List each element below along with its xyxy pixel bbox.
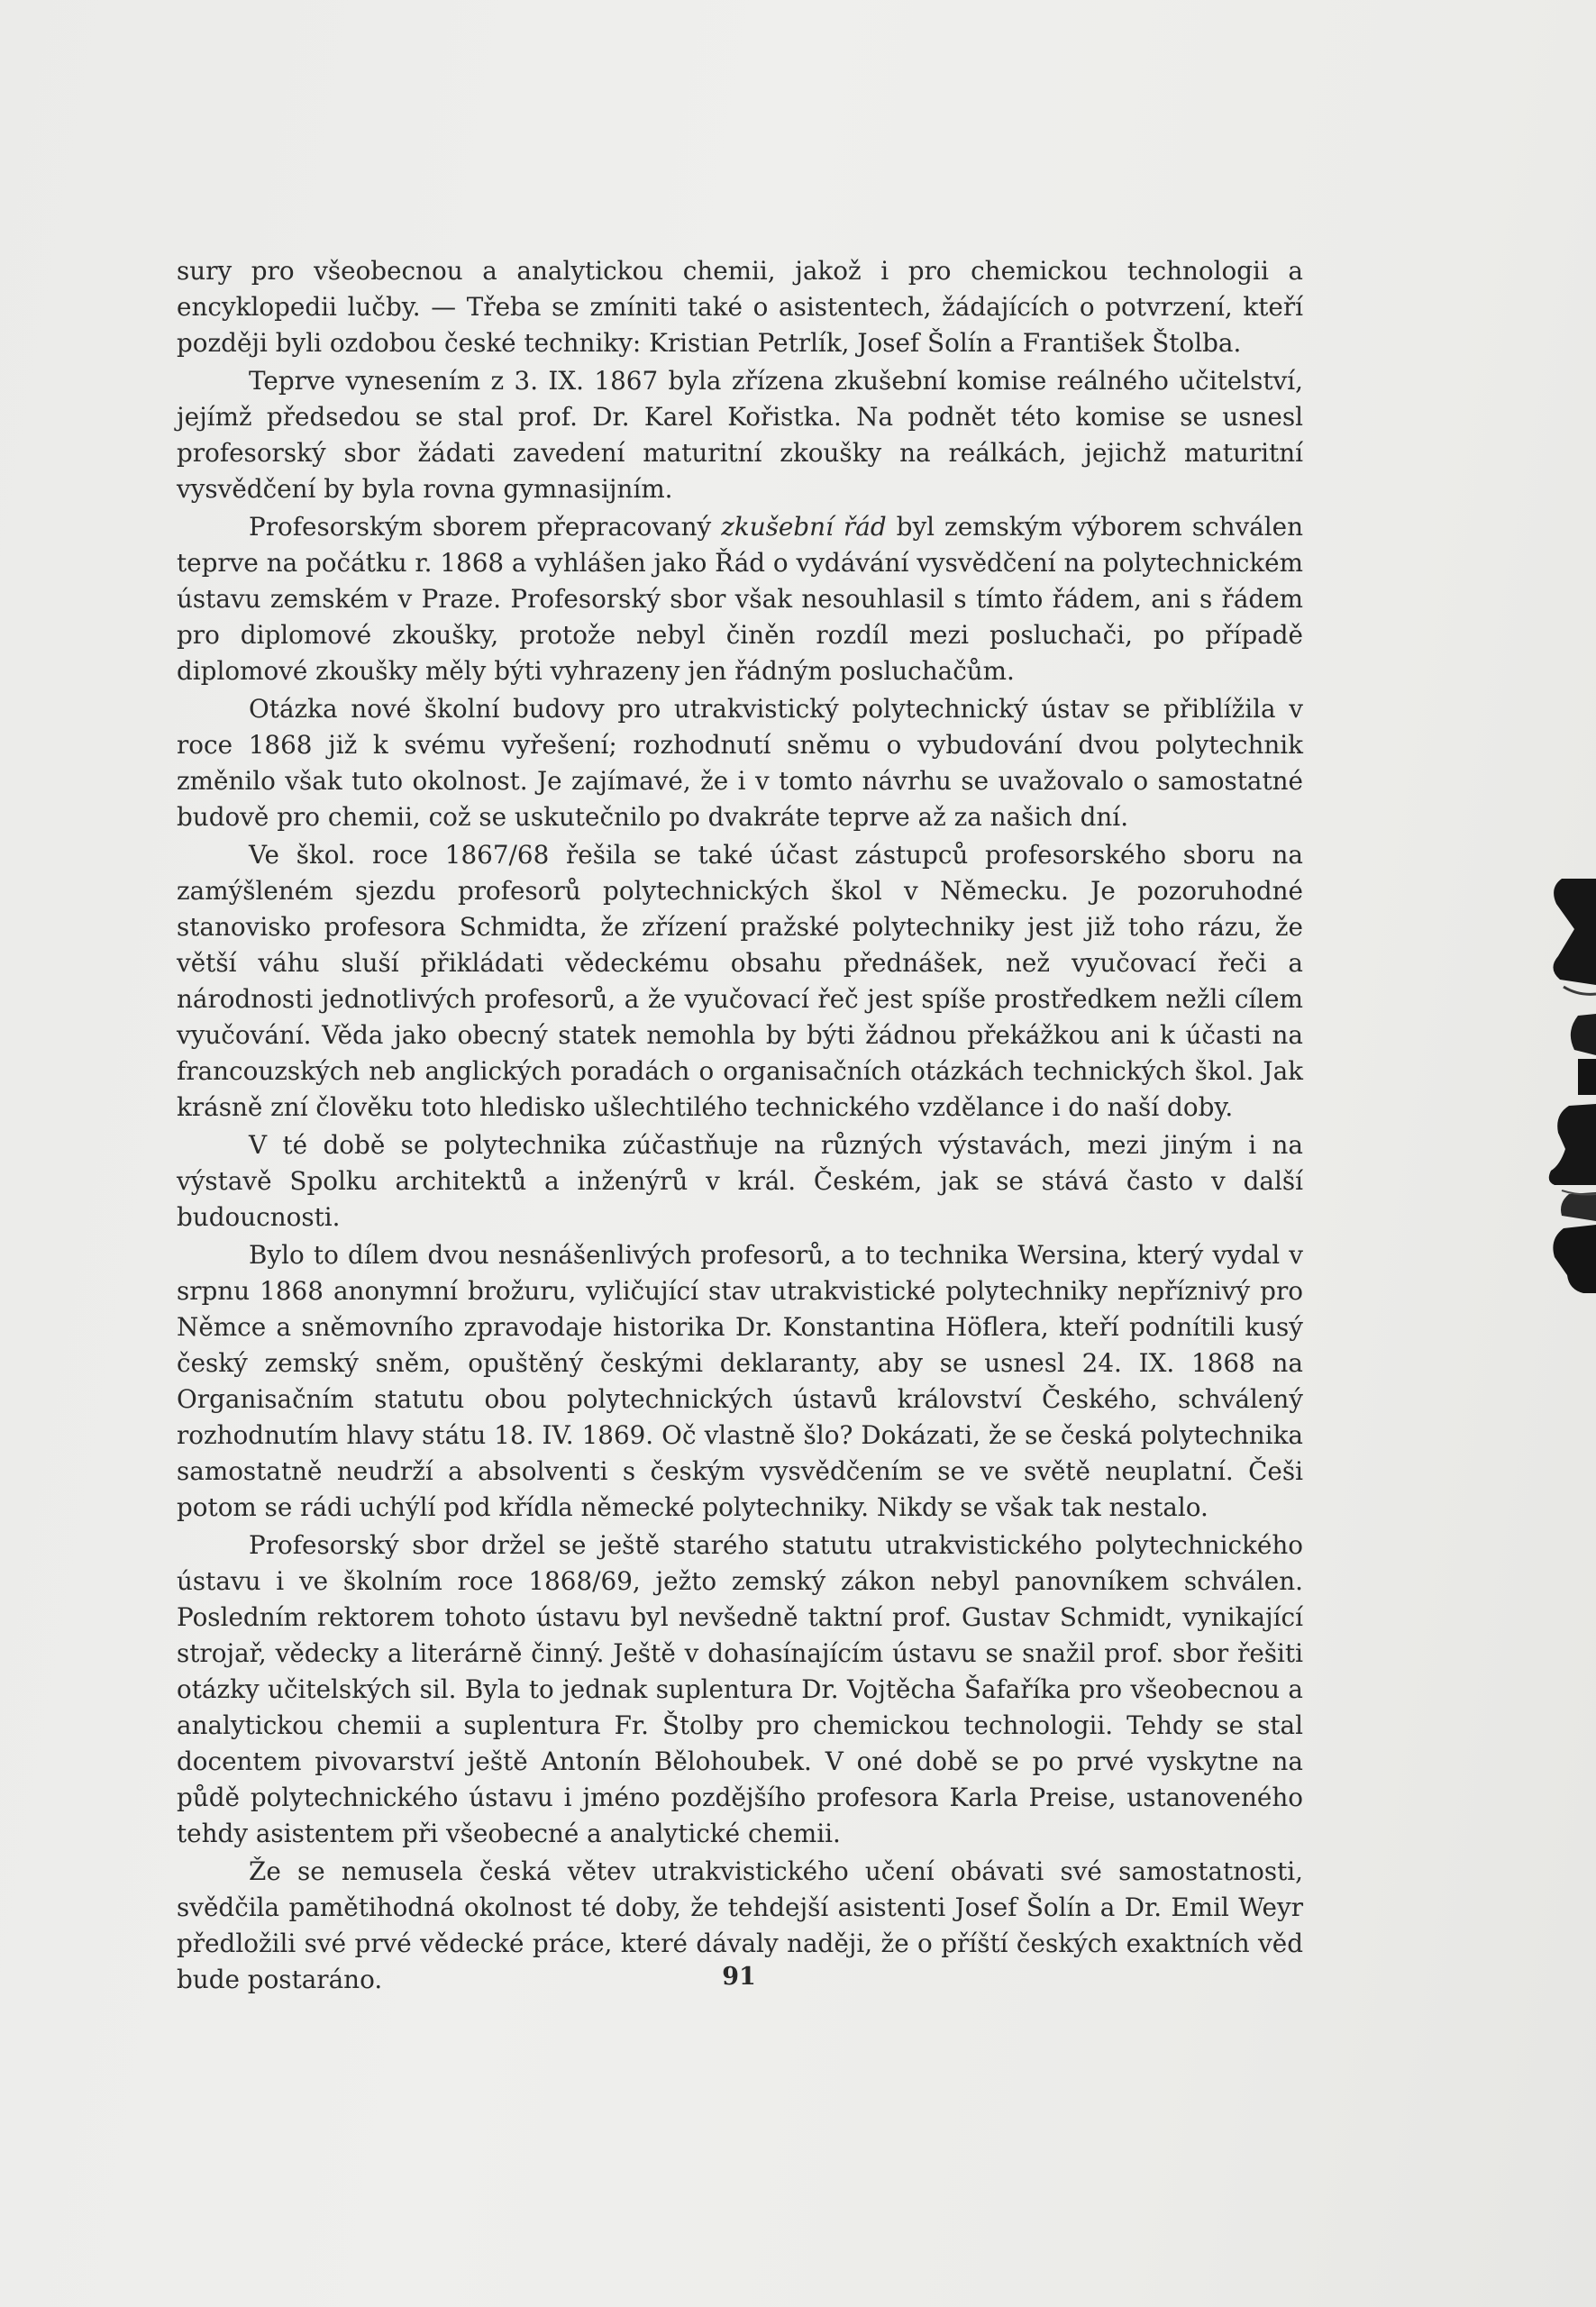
paragraph-7: Bylo to dílem dvou nesnášenlivých profesorů, a to technika Wersina, který vydal v srpnu 1868 anonymní brožuru, vyličující stav utrakvistické polytechniky nepříznivý pro Němce a sněmovního zpravodaje historika Dr. Konstantina Höflera, kteří podnítili kusý český zemský sněm, opuštěný českými deklaranty, aby se usnesl 24. IX. 1868 na Organisačním statutu obou polytechnických ústavů království Českého, schválený rozhodnutím hlavy státu 18. IV. 1869. Oč vlastně šlo? Dokázati, že se česká polytechnika samostatně neudrží a absolventi s českým vysvědčením se ve světě neuplatní. Češi potom se rádi uchýlí pod křídla německé polytechniky. Nikdy se však tak nestalo.: [177, 1240, 1303, 1522]
paragraph-6: V té době se polytechnika zúčastňuje na různých výstavách, mezi jiným i na výstavě Spolku architektů a inženýrů v král. Českém, jak se stává často v další budoucnosti.: [177, 1130, 1303, 1232]
paragraph-2: Teprve vynesením z 3. IX. 1867 byla zřízena zkušební komise reálného učitelství, jejímž předsedou se stal prof. Dr. Karel Kořistka. Na podnět této komise se usnesl profesorský sbor žádati zavedení maturitní zkoušky na reálkách, jejichž maturitní vysvědčení by byla rovna gymnasijním.: [177, 366, 1303, 504]
paragraph-8: Profesorský sbor držel se ještě starého statutu utrakvistického polytechnického ústavu i ve školním roce 1868/69, ježto zemský zákon nebyl panovníkem schválen. Posledním rektorem tohoto ústavu byl nevšedně taktní prof. Gustav Schmidt, vynikající strojař, vědecky a literárně činný. Ještě v dohasínajícím ústavu se snažil prof. sbor řešiti otázky učitelských sil. Byla to jednak suplentura Dr. Vojtěcha Šafaříka pro všeobecnou a analytickou chemii a suplentura Fr. Štolby pro chemickou technologii. Tehdy se stal docentem pivovarství ještě Antonín Bělohoubek. V oné době se po prvé vyskytne na půdě polytechnického ústavu i jméno pozdějšího profesora Karla Preise, ustanoveného tehdy asistentem při všeobecné a analytické chemii.: [177, 1530, 1303, 1848]
paragraph-4: Otázka nové školní budovy pro utrakvistický polytechnický ústav se přiblížila v roce 1868 již k svému vyřešení; rozhodnutí sněmu o vybudování dvou polytechnik změnilo však tuto okolnost. Je zajímavé, že i v tomto návrhu se uvažovalo o samostatné budově pro chemii, což se uskutečnilo po dvakráte teprve až za našich dní.: [177, 694, 1303, 832]
paragraph-1: sury pro všeobecnou a analytickou chemii, jakož i pro chemickou technologii a encyklopedii lučby. — Třeba se zmíniti také o asistentech, žádajících o potvrzení, kteří později byli ozdobou české techniky: Kristian Petrlík, Josef Šolín a František Štolba.: [177, 256, 1303, 358]
paragraph-3: [177, 509, 1303, 689]
paragraph-9: Že se nemusela česká větev utrakvistického učení obávati své samostatnosti, svědčila pamětihodná okolnost té doby, že tehdejší asistenti Josef Šolín a Dr. Emil Weyr předložili své prvé vědecké práce, které dávaly naději, že o příští českých exaktních věd bude postaráno.: [177, 1856, 1303, 1994]
italic-term-zkusebni-rad: zkušební řád: [721, 512, 887, 542]
paragraph-3-end: byl zemským výborem schválen teprve na počátku r. 1868 a vyhlášen jako Řád o vydávání vysvědčení na polytechnickém ústavu zemském v Praze. Profesorský sbor však nesouhlasil s tímto řádem, ani s řádem pro diplomové zkoušky, protože nebyl činěn rozdíl mezi posluchači, po případě diplomové zkoušky měly býti vyhrazeny jen řádným posluchačům.: [177, 512, 1303, 686]
page-number: 91: [722, 1963, 756, 1991]
paragraph-3-start: Profesorským sborem přepracovaný: [249, 512, 722, 542]
paragraph-5: Ve škol. roce 1867/68 řešila se také účast zástupců profesorského sboru na zamýšleném sjezdu profesorů polytechnických škol v Německu. Je pozoruhodné stanovisko profesora Schmidta, že zřízení pražské polytechniky jest již toho rázu, že větší váhu sluší přikládati vědeckému obsahu přednášek, než vyučovací řeči a národnosti jednotlivých profesorů, a že vyučovací řeč jest spíše prostředkem nežli cílem vyučování. Věda jako obecný statek nemohla by býti žádnou překážkou ani k účasti na francouzských neb anglických poradách o organisačních otázkách technických škol. Jak krásně zní člověku toto hledisko ušlechtilého technického vzdělance i do naší doby.: [177, 840, 1303, 1122]
binder-clip-icon: [1542, 879, 1596, 1293]
body-text: [177, 253, 1303, 1998]
